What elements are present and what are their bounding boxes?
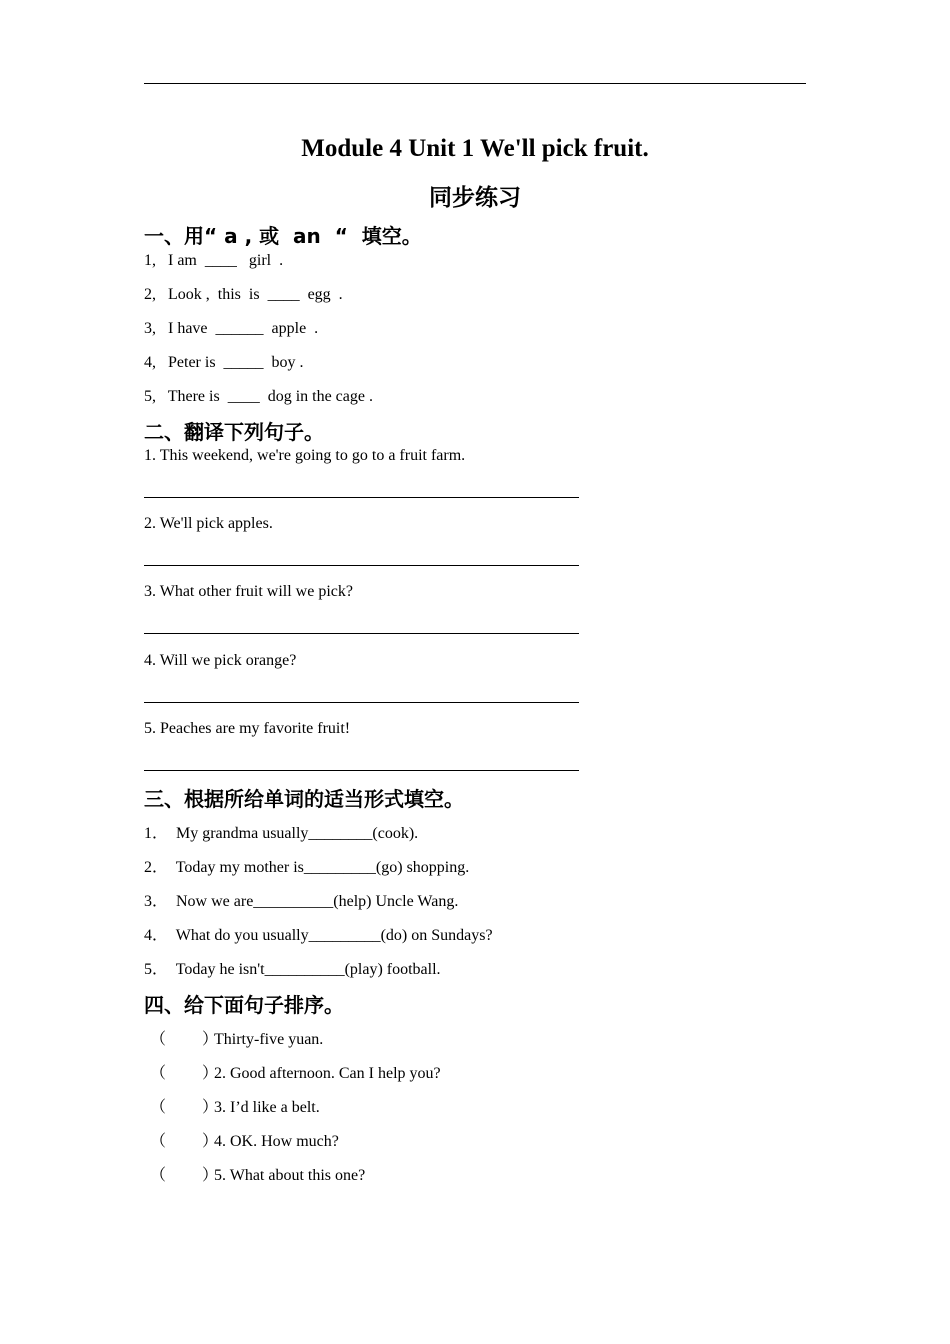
paren-close: ） [202,1031,219,1048]
page-title: Module 4 Unit 1 We'll pick fruit. [301,135,649,162]
answer-line-4 [144,702,579,703]
section3-item-1: 1． My grandma usually________(cook). [144,825,419,842]
section2-item-4: 4. Will we pick orange? [144,652,297,669]
section4-heading: 四、给下面句子排序。 [144,993,344,1017]
section3-item-5: 5． Today he isn't__________(play) football. [144,961,441,978]
section1-item-2: 2, Look , this is ____ egg . [144,286,343,303]
order-item-text: Thirty-five yuan. [214,1031,324,1048]
paren-open: （ [150,1133,167,1150]
section1-item-1: 1, I am ____ girl . [144,252,284,269]
order-item-text: 4. OK. How much? [214,1133,339,1150]
header-rule [144,83,806,84]
paren-open: （ [150,1065,167,1082]
page-subtitle: 同步练习 [429,185,521,211]
answer-line-1 [144,497,579,498]
paren-close: ） [202,1065,219,1082]
paren-close: ） [202,1099,219,1116]
order-row-5 [144,1165,365,1187]
section3-heading: 三、根据所给单词的适当形式填空。 [144,787,464,811]
paren-close: ） [202,1167,219,1184]
section1-item-3: 3, I have ______ apple . [144,320,319,337]
paren-open: （ [150,1167,167,1184]
answer-line-3 [144,633,579,634]
section1-item-4: 4, Peter is _____ boy . [144,354,304,371]
section1-item-5: 5, There is ____ dog in the cage . [144,388,373,405]
order-item-text: 5. What about this one? [214,1167,366,1184]
order-item-text: 3. I’d like a belt. [214,1099,320,1116]
section2-heading: 二、翻译下列句子。 [144,420,324,444]
order-item-text: 2. Good afternoon. Can I help you? [214,1065,441,1082]
paren-close: ） [202,1133,219,1150]
section3-item-4: 4． What do you usually_________(do) on Sundays? [144,927,493,944]
section3-item-3: 3． Now we are__________(help) Uncle Wang. [144,893,459,910]
section1-heading: 一、用“ a , 或 an “ 填空。 [144,224,422,248]
section2-item-3: 3. What other fruit will we pick? [144,583,353,600]
order-row-4 [144,1131,339,1153]
order-row-1 [144,1029,323,1051]
answer-line-5 [144,770,579,771]
order-row-2 [144,1063,441,1085]
order-row-3 [144,1097,320,1119]
paren-open: （ [150,1031,167,1048]
paren-open: （ [150,1099,167,1116]
answer-line-2 [144,565,579,566]
section2-item-1: 1. This weekend, we're going to go to a fruit farm. [144,447,466,464]
section3-item-2: 2． Today my mother is_________(go) shopping. [144,859,470,876]
section2-item-2: 2. We'll pick apples. [144,515,273,532]
section2-item-5: 5. Peaches are my favorite fruit! [144,720,351,737]
